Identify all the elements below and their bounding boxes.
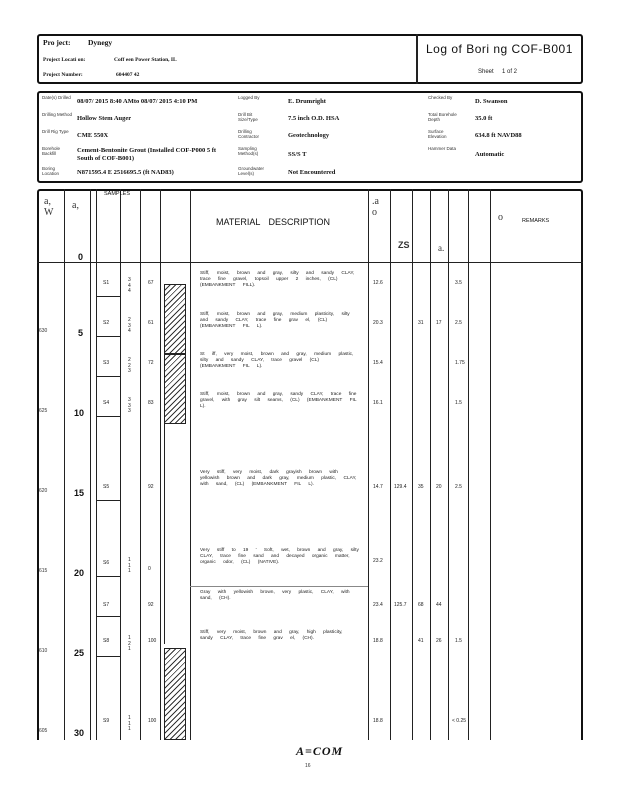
col-line-num [120, 189, 121, 740]
logged-value: E. Drumright [288, 98, 326, 105]
sample-interval-rule [96, 616, 120, 617]
boring-loc-value: N871595.4 E 2516695.5 (ft NAD83) [77, 169, 174, 176]
sample-rec: 100 [148, 718, 157, 724]
sample-rec: 0 [148, 566, 151, 572]
method-value: Hollow Stem Auger [77, 115, 132, 122]
gw-value: Not Encountered [288, 169, 336, 176]
header-glyphs-dd: ZS [398, 240, 410, 250]
sample-moisture: 16.1 [373, 400, 383, 406]
sample-pl: 20 [436, 484, 442, 490]
header-glyphs-left: a, W [44, 196, 54, 218]
sample-blow-counts: 2 2 3 [128, 357, 131, 374]
soil-graphic-fill [164, 284, 186, 354]
bit-value: 7.5 inch O.D. HSA [288, 115, 340, 122]
backfill-value: Cement-Bentonite Grout (Installed COF-P000 5 ft South of COF-B001) [77, 147, 217, 163]
hammer-value: Automatic [475, 151, 505, 158]
sample-moisture: 20.3 [373, 320, 383, 326]
sample-blow-counts: 1 1 1 [128, 715, 131, 732]
bit-label: Drill Bit Size/Type [238, 112, 258, 122]
sample-pl: 44 [436, 602, 442, 608]
sample-description: Very stiff, very moist, dark grayish brown with yellowish brown and dark gray, medium plastic, CLAY, with sand, (CL) (EMBANKMENT FIL L). [200, 470, 357, 488]
dates-value: 08/07/ 2015 8:40 AMto 08/07/ 2015 4:10 PM [77, 98, 198, 105]
depth-10: 10 [74, 408, 85, 418]
elev-630: 630 [39, 328, 48, 334]
sheet-value: 1 of 2 [502, 69, 518, 75]
sample-id: S1 [103, 280, 110, 286]
sample-moisture: 14.7 [373, 484, 383, 490]
rig-value: CME 550X [77, 132, 109, 139]
sample-id: S4 [103, 400, 110, 406]
sample-description: St iff, very moist, brown and gray, medium plastic, silty and sandy CLAY, trace gravel (CL) (EMBANKMENT FIL L). [200, 352, 354, 370]
col-line-blows [140, 189, 141, 740]
sample-id: S9 [103, 718, 110, 724]
sample-id: S3 [103, 360, 110, 366]
depth-30: 30 [74, 728, 85, 738]
header-glyphs-type: a, [72, 200, 79, 211]
sample-qu: 2.5 [455, 484, 462, 490]
depth-5: 5 [78, 328, 84, 338]
sample-qu: 1.5 [455, 638, 462, 644]
soil-graphic-fill [164, 354, 186, 424]
location-value: Coff een Power Station, IL [114, 57, 177, 63]
sample-blow-counts: 1 1 1 [128, 557, 131, 574]
elev-625: 625 [39, 408, 48, 414]
depth-20: 20 [74, 568, 85, 578]
header-glyphs-mc: .a o [372, 196, 379, 218]
sample-qu: 2.5 [455, 320, 462, 326]
sample-dry-density: 129.4 [394, 484, 407, 490]
col-line-qu [448, 189, 449, 740]
sampling-label: Sampling Method(s) [238, 146, 259, 156]
col-line-depth [90, 189, 91, 740]
sample-interval-rule [96, 656, 120, 657]
col-line-rec [160, 189, 161, 740]
elev-610: 610 [39, 648, 48, 654]
header-glyphs-remarks: o [498, 212, 503, 223]
depth-25: 25 [74, 648, 85, 658]
sample-description: Gray with yellowish brown, very plastic, CLAY, with sand, (CH). [200, 590, 350, 602]
sample-interval-rule [96, 336, 120, 337]
sample-moisture: 23.2 [373, 558, 383, 564]
sample-rec: 72 [148, 360, 154, 366]
elev-620: 620 [39, 488, 48, 494]
samples-header: SAMPLES [104, 191, 130, 197]
sample-ll: 35 [418, 484, 424, 490]
sheet-label: Sheet [478, 69, 494, 75]
sample-moisture: 18.8 [373, 638, 383, 644]
depth-label: Total Borehole Depth [428, 112, 457, 122]
aecom-logo: A=COM [296, 744, 344, 758]
col-line-ll [412, 189, 413, 740]
sample-description: Very stiff to 19 ' Soft, wet, brown and gray, silty CLAY, trace fine sand and decayed organic matter, organic odor, (CL) (NATIVE). [200, 548, 359, 566]
soil-graphic-fill [164, 648, 186, 740]
boring-loc-label: Boring Location [42, 166, 60, 176]
remarks-header: REMARKS [522, 218, 550, 224]
sample-pl: 26 [436, 638, 442, 644]
sample-interval-rule [96, 376, 120, 377]
soil-graphic-edge [164, 424, 165, 644]
sample-rec: 92 [148, 484, 154, 490]
depth-15: 15 [74, 488, 85, 498]
sample-rec: 100 [148, 638, 157, 644]
sample-rec: 67 [148, 280, 154, 286]
sample-id: S7 [103, 602, 110, 608]
backfill-label: Borehole Backfill [42, 146, 61, 156]
col-line-type [96, 189, 97, 740]
project-label: Pro ject: [43, 38, 71, 47]
sample-rec: 61 [148, 320, 154, 326]
log-title: Log of Bori ng COF-B001 [426, 42, 573, 56]
number-label: Project Number: [43, 72, 83, 78]
sample-blow-counts: 3 3 3 [128, 397, 131, 414]
number-value: 604407 42 [116, 72, 140, 78]
sample-moisture: 23.4 [373, 602, 383, 608]
elev-value: 634.8 ft NAVD88 [475, 132, 522, 139]
col-line-pl [430, 189, 431, 740]
header-divider [416, 34, 418, 84]
sample-id: S2 [103, 320, 110, 326]
col-line-dd [390, 189, 391, 740]
sample-blow-counts: 3 4 4 [128, 277, 131, 294]
sample-id: S6 [103, 560, 110, 566]
sample-rec: 92 [148, 602, 154, 608]
sample-id: S5 [103, 484, 110, 490]
sample-blow-counts: 1 2 1 [128, 635, 131, 652]
sample-moisture: 18.8 [373, 718, 383, 724]
rig-label: Drill Rig Type [42, 129, 69, 134]
col-line-mc [368, 189, 369, 740]
sample-ll: 68 [418, 602, 424, 608]
depth-value: 35.0 ft [475, 115, 493, 122]
hammer-label: Hammer Data [428, 146, 457, 151]
sample-interval-rule [96, 296, 120, 297]
col-line-remarks [490, 189, 491, 740]
checked-label: Checked By [428, 95, 453, 100]
dates-label: Date(s) Drilled [42, 95, 71, 100]
sample-moisture: 12.6 [373, 280, 383, 286]
contractor-value: Geotechnology [288, 132, 330, 139]
sample-qu: < 0.25 [452, 718, 467, 724]
elev-label: Surface Elevation [428, 129, 447, 139]
logged-label: Logged By [238, 95, 260, 100]
elev-605: 605 [39, 728, 48, 734]
sample-ll: 31 [418, 320, 424, 326]
elev-615: 615 [39, 568, 48, 574]
contractor-label: Drilling Contractor [238, 129, 260, 139]
col-line-x [468, 189, 469, 740]
sample-rec: 83 [148, 400, 154, 406]
sample-interval-rule [96, 576, 120, 577]
sample-blow-counts: 2 3 4 [128, 317, 131, 334]
sample-id: S8 [103, 638, 110, 644]
sample-description: Stiff, very moist, brown and gray, high plasticity, sandy CLAY, trace fine grav el, (CH). [200, 630, 343, 642]
sample-qu: 1.75 [455, 360, 465, 366]
stratum-boundary [190, 586, 368, 587]
sample-qu: 3.5 [455, 280, 462, 286]
depth-zero: 0 [78, 252, 84, 262]
sample-ll: 41 [418, 638, 424, 644]
page-number: 16 [305, 763, 311, 769]
checked-value: D. Swanson [475, 98, 508, 105]
sample-interval-rule [96, 416, 120, 417]
sample-interval-rule [96, 500, 120, 501]
method-label: Drilling Method [42, 112, 73, 117]
sample-qu: 1.5 [455, 400, 462, 406]
sample-pl: 17 [436, 320, 442, 326]
sample-description: Stiff, moist, brown and gray, sandy CLAY, trace fine gravel, with gray silt seams, (CL) (EMBANKMENT FIL L). [200, 392, 357, 410]
project-value: Dynegy [88, 38, 113, 47]
header-glyphs-ll: a. [438, 243, 445, 253]
material-header: MATERIAL DESCRIPTION [216, 217, 331, 227]
gw-label: Groundwater Level(s) [238, 166, 265, 176]
sample-dry-density: 125.7 [394, 602, 407, 608]
col-line-graphic [190, 189, 191, 740]
col-line-elev [64, 189, 65, 740]
sample-moisture: 15.4 [373, 360, 383, 366]
location-label: Project Locati on: [43, 57, 86, 63]
sample-description: Stiff, moist, brown and gray, silty and sandy CLAY, trace fine gravel, topsoil upper 2 inches, (CL) (EMBANKMENT FILL). [200, 271, 355, 289]
column-header-rule [37, 262, 583, 263]
sampling-value: SS/S T [288, 151, 307, 158]
sample-description: Stiff, moist, brown and gray, medium plasticity, silty and sandy CLAY, trace fine grav el, (CL) (EMBANKMENT FIL L). [200, 312, 350, 330]
